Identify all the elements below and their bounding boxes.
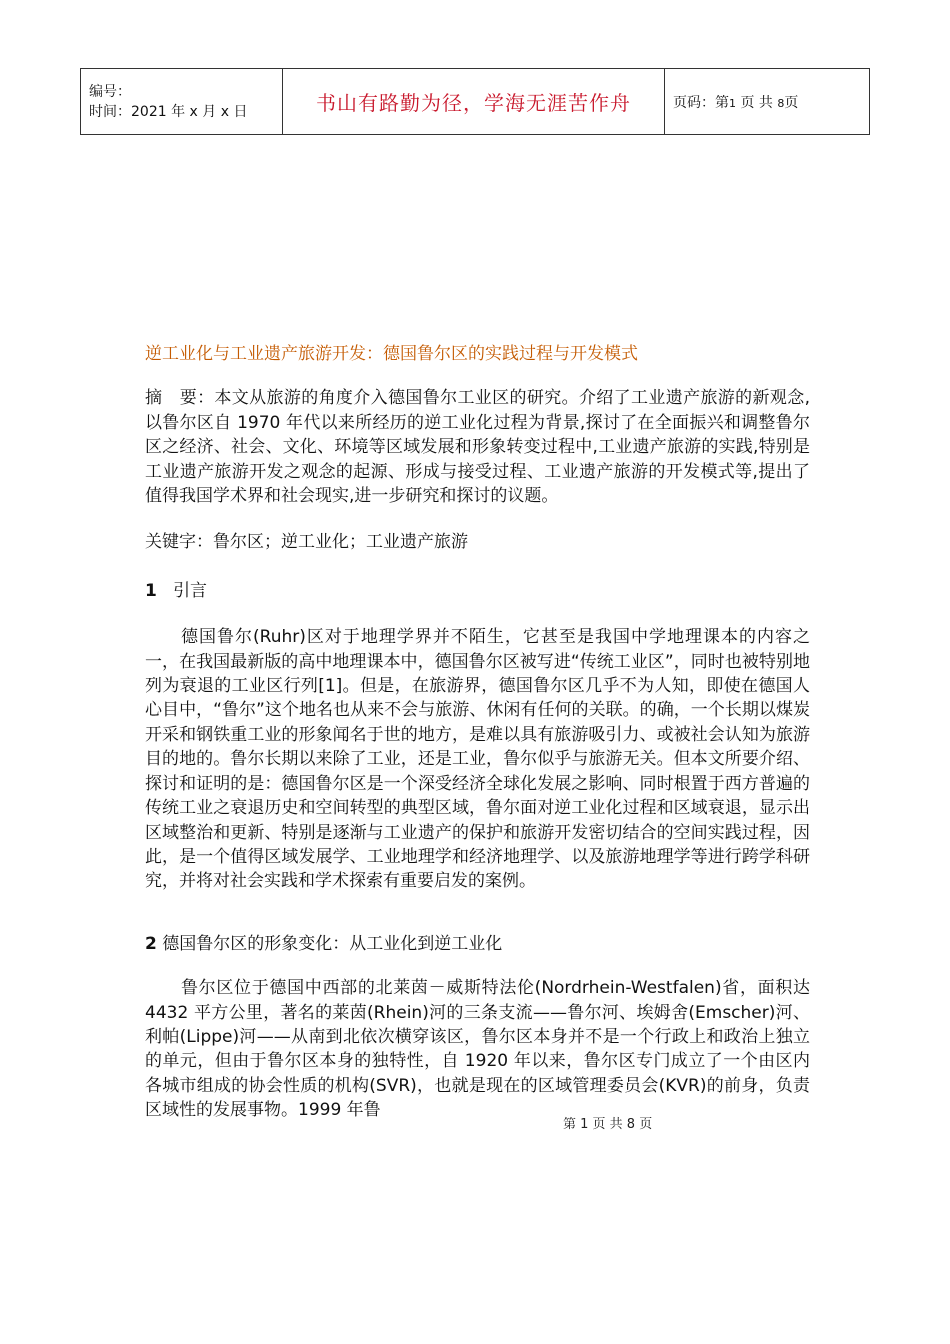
page-footer-note: 第 1 页 共 8 页 [563,1117,653,1132]
section-1-paragraph: 德国鲁尔(Ruhr)区对于地理学界并不陌生，它甚至是我国中学地理课本的内容之一，在我国最新版的高中地理课本中，德国鲁尔区被写进“传统工业区”，同时也被特别地列为衰退的工业区行列[1]。但是，在旅游界，德国鲁尔区几乎不为人知，即使在德国人心目中，“鲁尔”这个地名也从来不会与旅游、休闲有任何的关联。的确，一个长期以煤炭开采和钢铁重工业的形象闻名于世的地方，是难以具有旅游吸引力、或被社会认知为旅游目的地的。鲁尔长期以来除了工业，还是工业，鲁尔似乎与旅游无关。但本文所要介绍、探讨和证明的是：德国鲁尔区是一个深受经济全球化发展之影响、同时根置于西方普遍的传统工业之衰退历史和空间转型的典型区域，鲁尔面对逆工业化过程和区域衰退，显示出区域整治和更新、特别是逐渐与工业遗产的保护和旅游开发密切结合的空间实践过程，因此，是一个值得区域发展学、工业地理学和经济地理学、以及旅游地理学等进行跨学科研究，并将对社会实践和学术探索有重要启发的案例。 [145,627,810,892]
header-meta-cell [81,69,283,135]
section-1-title: 引言 [173,580,208,601]
article-body [145,342,810,1123]
section-1-heading [145,579,810,603]
document-date-label: 时间：2021 年 x 月 x 日 [89,103,248,120]
section-1-number: 1 [145,580,157,601]
header-page-cell [665,69,870,135]
header-table [80,68,870,135]
section-2-heading [145,932,810,956]
keywords-line: 关键字：鲁尔区；逆工业化；工业遗产旅游 [145,532,468,553]
document-number-label: 编号： [89,83,131,100]
page-total: 8 [777,96,785,110]
page-middle: 页 共 [740,94,773,111]
article-title: 逆工业化与工业遗产旅游开发：德国鲁尔区的实践过程与开发模式 [145,344,638,364]
section-2-number: 2 [145,933,157,954]
section-2-title: 德国鲁尔区的形象变化：从工业化到逆工业化 [162,933,503,954]
header-motto-cell [283,69,665,135]
page-prefix: 页码：第 [673,94,729,111]
motto-text: 书山有路勤为径，学海无涯苦作舟 [316,91,631,115]
abstract-paragraph: 摘 要：本文从旅游的角度介入德国鲁尔工业区的研究。介绍了工业遗产旅游的新观念,以鲁尔区自 1970 年代以来所经历的逆工业化过程为背景,探讨了在全面振兴和调整鲁尔区之经济、社会、文化、环境等区域发展和形象转变过程中,工业遗产旅游的实践,特别是工业遗产旅游开发之观念的起源、形成与接受过程、工业遗产旅游的开发模式等,提出了值得我国学术界和社会现实,进一步研究和探讨的议题。 [145,388,810,507]
page-suffix: 页 [784,94,799,111]
page-current: 1 [729,96,736,110]
section-2-paragraph: 鲁尔区位于德国中西部的北莱茵－威斯特法伦(Nordrhein-Westfalen)省，面积达 4432 平方公里，著名的莱茵(Rhein)河的三条支流——鲁尔河、埃姆舍(Emscher)河、利帕(Lippe)河——从南到北依次横穿该区，鲁尔区本身并不是一个行政上和政治上独立的单元，但由于鲁尔区本身的独特性，自 1920 年以来，鲁尔区专门成立了一个由区内各城市组成的协会性质的机构(SVR)，也就是现在的区域管理委员会(KVR)的前身，负责区域性的发展事物。1999 年鲁 [145,978,810,1121]
